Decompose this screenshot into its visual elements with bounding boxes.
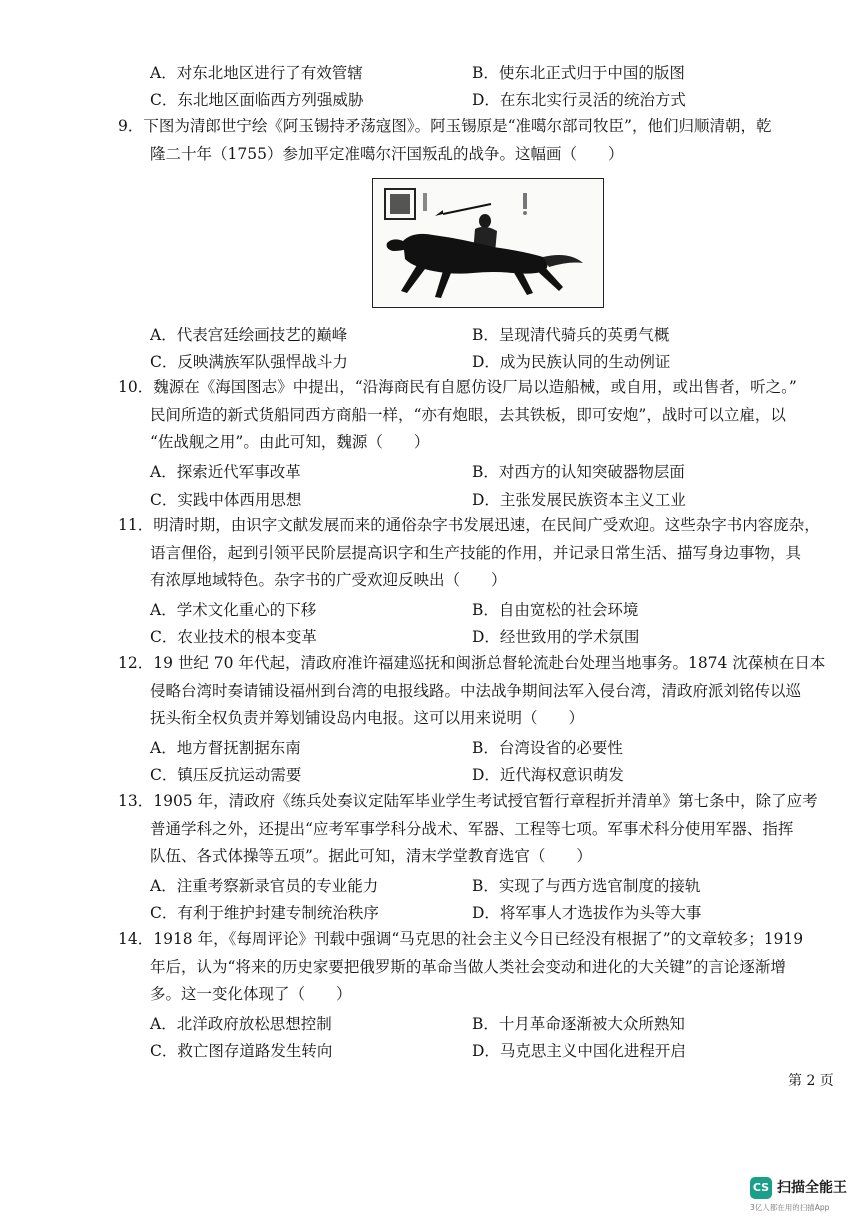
scanner-watermark: [750, 1175, 860, 1217]
q9-option-a: A．代表宫廷绘画技艺的巅峰: [150, 326, 348, 344]
q8-option-c: C．东北地区面临西方列强威胁: [150, 91, 364, 109]
q10-option-b: B．对西方的认知突破器物层面: [472, 463, 685, 481]
q13-options-row-2: [0, 899, 867, 927]
q9-stem-line-1: 9．下图为清郎世宁绘《阿玉锡持矛荡寇图》。阿玉锡原是“准噶尔部司牧臣”，他们归顺清朝，乾: [118, 117, 772, 135]
q14-options-row-2: [0, 1037, 867, 1065]
q13-options-row-1: [0, 872, 867, 900]
q13-option-a: A．注重考察新录官员的专业能力: [150, 877, 379, 895]
q9-option-d: D．成为民族认同的生动例证: [472, 353, 671, 371]
q12-stem-line-2: 侵略台湾时奏请铺设福州到台湾的电报线路。中法战争期间法军入侵台湾，清政府派刘铭传以巡: [150, 682, 802, 700]
q14-stem-line-1: 14．1918 年，《每周评论》刊载中强调“马克思的社会主义今日已经没有根据了”的文章较多；1919: [118, 930, 804, 948]
q13-option-b: B．实现了与西方选官制度的接轨: [472, 877, 701, 895]
q8-option-d: D．在东北实行灵活的统治方式: [472, 91, 686, 109]
q9-options-row-2: [0, 348, 867, 376]
q9-stem-line-2: 隆二十年（1755）参加平定准噶尔汗国叛乱的战争。这幅画（ ）: [150, 145, 624, 163]
q9-option-c: C．反映满族军队强悍战斗力: [150, 353, 348, 371]
q9-options-row-1: [0, 321, 867, 349]
q14-options-row-1: [0, 1010, 867, 1038]
q12-option-d: D．近代海权意识萌发: [472, 766, 624, 784]
scanner-tagline: 3亿人都在用的扫描App: [750, 1203, 830, 1212]
q8-options-row-2: [0, 86, 867, 114]
q11-option-d: D．经世致用的学术氛围: [472, 628, 640, 646]
q14-option-a: A．北洋政府放松思想控制: [150, 1015, 332, 1033]
q12-stem-line-3: 抚头衔全权负责并筹划铺设岛内电报。这可以用来说明（ ）: [150, 709, 585, 727]
painting-figure: [372, 178, 604, 308]
q10-option-c: C．实践中体西用思想: [150, 491, 302, 509]
q10-stem-line-2: 民间所造的新式货船同西方商船一样，“亦有炮眼，去其铁板，即可安炮”，战时可以立雇，以: [150, 406, 786, 424]
q13-stem-line-3: 队伍、各式体操等五项”。据此可知，清末学堂教育选官（ ）: [150, 847, 592, 865]
q12-options-row-1: [0, 734, 867, 762]
q10-stem-line-3: “佐战舰之用”。由此可知，魏源（ ）: [150, 433, 430, 451]
q11-stem-line-2: 语言俚俗，起到引领平民阶层提高识字和生产技能的作用，并记录日常生活、描写身边事物，具: [150, 544, 802, 562]
q14-option-d: D．马克思主义中国化进程开启: [472, 1042, 686, 1060]
scanner-app-name: 扫描全能王: [777, 1180, 847, 1196]
q14-option-b: B．十月革命逐渐被大众所熟知: [472, 1015, 685, 1033]
q8-options-row-1: [0, 59, 867, 87]
q12-option-c: C．镇压反抗运动需要: [150, 766, 302, 784]
q11-stem-line-3: 有浓厚地域特色。杂字书的广受欢迎反映出（ ）: [150, 571, 507, 589]
q12-option-a: A．地方督抚割据东南: [150, 739, 301, 757]
q12-option-b: B．台湾设省的必要性: [472, 739, 623, 757]
q11-options-row-1: [0, 596, 867, 624]
page-number: 第 2 页: [788, 1073, 834, 1089]
q11-option-b: B．自由宽松的社会环境: [472, 601, 639, 619]
q11-options-row-2: [0, 623, 867, 651]
q12-options-row-2: [0, 761, 867, 789]
q12-stem-line-1: 12．19 世纪 70 年代起，清政府准许福建巡抚和闽浙总督轮流赴台处理当地事务。1874 沈葆桢在日本: [118, 654, 826, 672]
q8-option-a: A．对东北地区进行了有效管辖: [150, 64, 363, 82]
q11-option-c: C．农业技术的根本变革: [150, 628, 317, 646]
q14-option-c: C．救亡图存道路发生转向: [150, 1042, 333, 1060]
q10-option-a: A．探索近代军事改革: [150, 463, 301, 481]
q10-options-row-2: [0, 486, 867, 514]
q10-options-row-1: [0, 458, 867, 486]
q8-option-b: B．使东北正式归于中国的版图: [472, 64, 685, 82]
horseman-painting-illustration: [373, 179, 603, 307]
q10-stem-line-1: 10．魏源在《海国图志》中提出，“沿海商民有自愿仿设厂局以造船械，或自用，或出售者，听之。”: [118, 378, 797, 396]
q10-option-d: D．主张发展民族资本主义工业: [472, 491, 686, 509]
q13-option-d: D．将军事人才选拔作为头等大事: [472, 904, 702, 922]
q13-stem-line-1: 13．1905 年，清政府《练兵处奏议定陆军毕业学生考试授官暂行章程折并清单》第七条中，除了应考: [118, 792, 818, 810]
q13-option-c: C．有利于维护封建专制统治秩序: [150, 904, 379, 922]
scanner-logo-icon: CS: [750, 1177, 772, 1199]
q14-stem-line-3: 多。这一变化体现了（ ）: [150, 985, 352, 1003]
q14-stem-line-2: 年后，认为“将来的历史家要把俄罗斯的革命当做人类社会变动和进化的大关键”的言论逐渐增: [150, 958, 786, 976]
q11-stem-line-1: 11．明清时期，由识字文献发展而来的通俗杂字书发展迅速，在民间广受欢迎。这些杂字书内容庞杂，: [118, 516, 820, 534]
q11-option-a: A．学术文化重心的下移: [150, 601, 317, 619]
q9-option-b: B．呈现清代骑兵的英勇气概: [472, 326, 670, 344]
q13-stem-line-2: 普通学科之外，还提出“应考军事学科分战术、军器、工程等七项。军事术科分使用军器、指挥: [150, 820, 794, 838]
